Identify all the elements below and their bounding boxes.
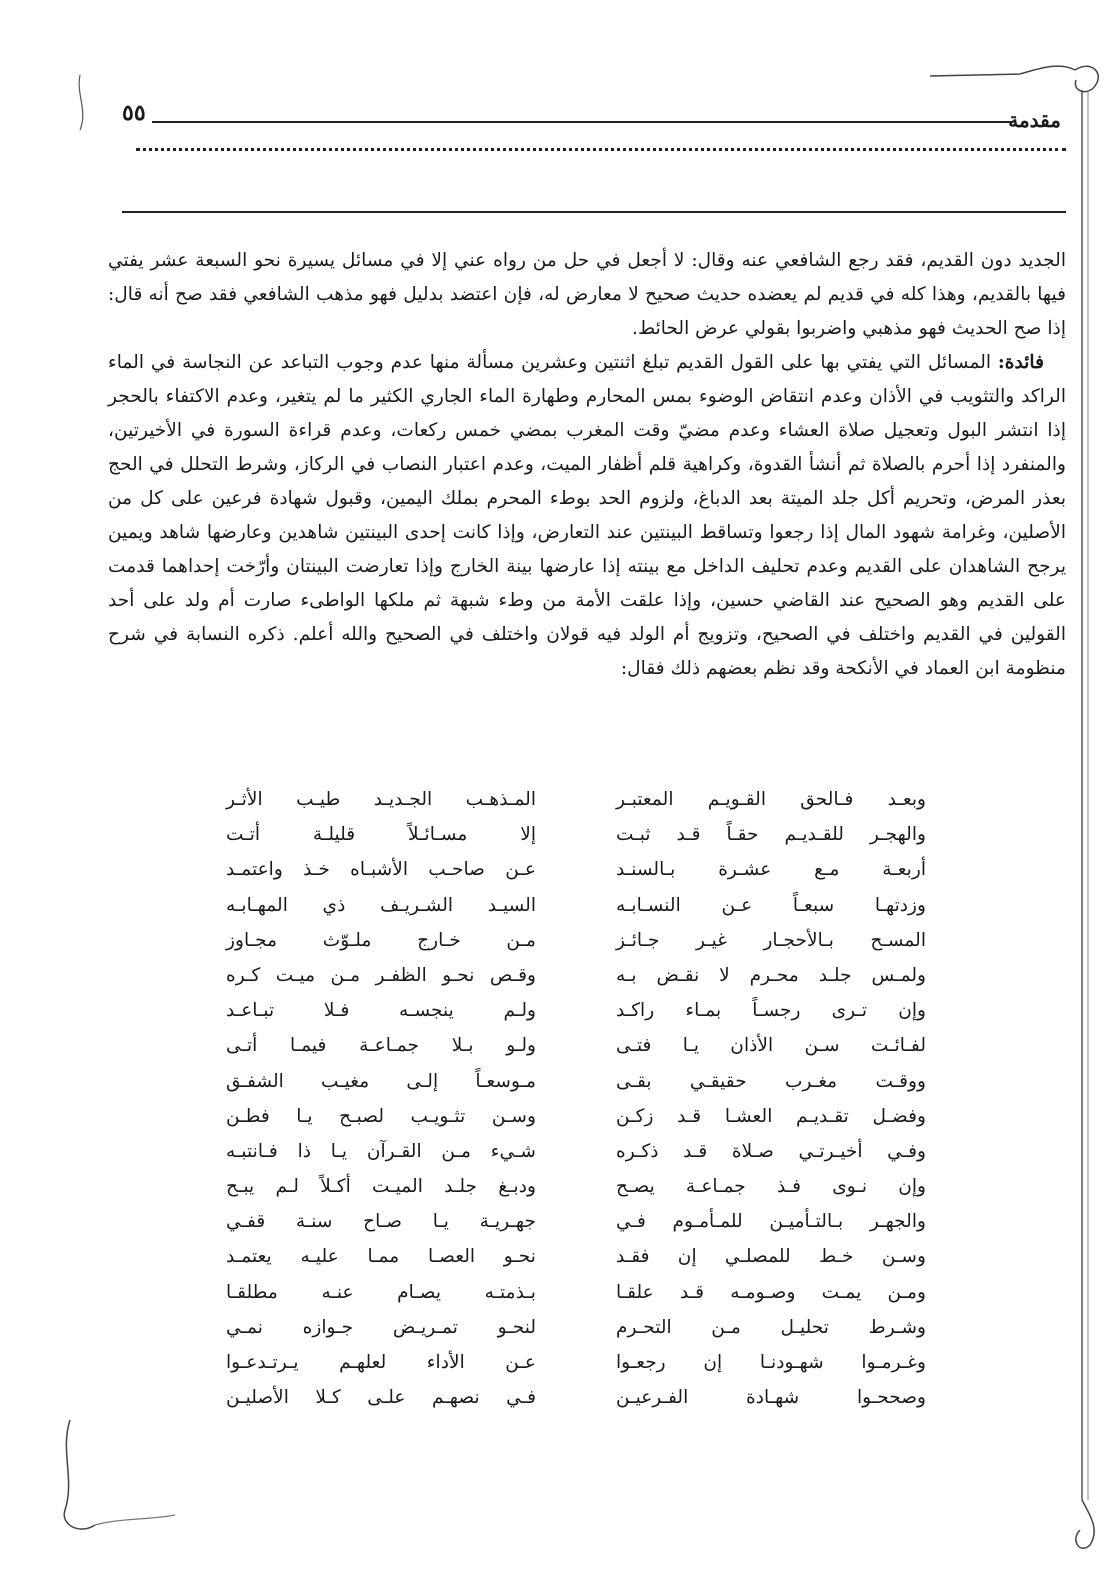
verse-second-hemistich: بـذمتـه يصـام عنـه مطلقـا [226, 1281, 536, 1303]
poem-verse [226, 852, 926, 887]
verse-first-hemistich: وفـي أخيـرتـي صـلاة قـد ذكـره [616, 1140, 926, 1162]
paragraph-2 [108, 346, 1066, 686]
verse-second-hemistich: نحـو العصـا ممـا عليـه يعتمـد [226, 1246, 536, 1268]
verse-first-hemistich: المسـح بـالأحجـار غيـر جـائـز [616, 929, 926, 951]
section-divider [122, 211, 1066, 213]
poem-verse [226, 1099, 926, 1134]
verse-second-hemistich: عـن صاحـب الأشبـاه خـذ واعتمـد [226, 859, 536, 881]
header-rule [152, 121, 1011, 123]
verse-first-hemistich: والجهـر بـالتـأميـن للمـأمـوم فـي [616, 1211, 926, 1233]
poem-verse [226, 1028, 926, 1063]
verse-first-hemistich: لفـائـت سـن الأذان يـا فتـى [616, 1035, 926, 1057]
body-text [108, 244, 1066, 686]
dotted-divider [136, 148, 1066, 151]
verse-second-hemistich: المـذهـب الجـديـد طيـب الأثـر [226, 789, 536, 810]
verse-second-hemistich: جهـريـة يـا صـاح سنـة قفـي [226, 1211, 536, 1233]
verse-second-hemistich: مـوسعـاً إلـى مغيـب الشفـق [226, 1070, 536, 1092]
verse-second-hemistich: ولـم ينجسـه فـلا تبـاعـد [226, 1000, 536, 1022]
poem-verse [226, 1275, 926, 1310]
verse-first-hemistich: وإن نـوى فـذ جمـاعـة يصـح [616, 1176, 926, 1198]
page-number: ٥٥ [122, 100, 146, 126]
paragraph-1: الجديد دون القديم، فقد رجع الشافعي عنه وقال: لا أجعل في حل من رواه عني إلا في مسائل يسيرة نحو السبعة عشر يفتي فيها بالقديم، وهذا كله في قديم لم يعضده حديث صحيح لا معارض له، فإن اعتضد بدليل فهو مذهب الشافعي فقد صح أنه قال: إذا صح الحديث فهو مذهبي واضربوا بقولي عرض الحائط. [108, 250, 1066, 339]
verse-first-hemistich: وسـن خـط للمصلـي إن فقـد [616, 1246, 926, 1268]
poem-verse [226, 1310, 926, 1345]
verse-second-hemistich: فـي نصهـم علـى كـلا الأصليـن [226, 1387, 536, 1409]
verse-second-hemistich: وقـص نحـو الظفـر مـن ميـت كـره [226, 964, 536, 986]
verse-second-hemistich: السيـد الشـريـف ذي المهـابـه [226, 894, 536, 916]
verse-second-hemistich: ولـو بـلا جمـاعـة فيمـا أتـى [226, 1035, 536, 1057]
verse-first-hemistich: وشـرط تحليـل مـن التحـرم [616, 1316, 926, 1338]
paragraph-2-text: المسائل التي يفتي بها على القول القديم تبلغ اثنتين وعشرين مسألة منها عدم وجوب التباعد عن النجاسة في الماء الراكد والتثويب في الأذان وعدم انتقاض الوضوء بمس المحارم وطهارة الماء الجاري الكثير ما لم يتغير، وعدم الاكتفاء بالحجر إذا انتشر البول وتعجيل صلاة العشاء وعدم مضيّ وقت المغرب بمضي خمس ركعات، وعدم قراءة السورة في الأخيرتين، والمنفرد إذا أحرم بالصلاة ثم أنشأ القدوة، وكراهية قلم أظفار الميت، وعدم اعتبار النصاب في الركاز، وشرط التحلل في الحج بعذر المرض، وتحريم أكل جلد الميتة بعد الدباغ، ولزوم الحد بوطء المحرم بملك اليمين، وقبول شهادة فرعين على كل من الأصلين، وغرامة شهود المال إذا رجعوا وتساقط البينتين عند التعارض، وإذا كانت إحدى البينتين شاهدين وعارضها شاهد ويمين يرجح الشاهدان على القديم وعدم تحليف الداخل مع بينته إذا عارضها بينة الخارج وإذا تعارضت البينتان وأرّخت إحداهما قدمت على القديم وهو الصحيح عند القاضي حسين، وإذا علقت الأمة من وطء شبهة ثم ملكها الواطىء صارت أم ولد على أحد القولين في القديم واختلف في الصحيح، وتزويج أم الولد فيه قولان واختلف في الصحيح والله أعلم. ذكره النسابة في شرح منظومة ابن العماد في الأنكحة وقد نظم بعضهم ذلك فقال: [108, 352, 1066, 679]
poem-verse [226, 1064, 926, 1099]
poem-verse [226, 888, 926, 923]
verse-first-hemistich: وفضـل تقـديـم العشـا قـد زكـن [616, 1105, 926, 1127]
verse-second-hemistich: إلا مسـائـلاً قليلـة أتـت [226, 824, 536, 846]
paragraph-2-lead: فائدة: [997, 352, 1044, 373]
verse-first-hemistich: ولمـس جلـد محـرم لا نقـض بـه [616, 964, 926, 986]
verse-second-hemistich: شـيء مـن القـرآن يـا ذا فـانتبـه [226, 1140, 536, 1162]
verse-first-hemistich: وبعـد فـالحق القـويـم المعتبـر [616, 789, 926, 810]
verse-second-hemistich: ودبـغ جلـد الميـت أكـلاً لـم يبـح [226, 1176, 536, 1198]
verse-first-hemistich: وزدتهـا سبعـاً عـن النسـابـه [616, 894, 926, 916]
poem-verse [226, 923, 926, 958]
verse-first-hemistich: أربعـة مـع عشـرة بـالسنـد [616, 859, 926, 881]
verse-first-hemistich: والهجـر للقـديـم حقـاً قـد ثبـت [616, 824, 926, 846]
poem-verse [226, 1345, 926, 1380]
poem-verse [226, 1134, 926, 1169]
poem-verse [226, 958, 926, 993]
poem-verse [226, 1239, 926, 1274]
running-header-title: مقدمة [1008, 108, 1061, 132]
verse-second-hemistich: عـن الأداء لعلهـم يـرتـدعـوا [226, 1352, 536, 1373]
poem-verse [226, 782, 926, 817]
verse-second-hemistich: لنحـو تمـريـض جـوازه نمـي [226, 1316, 536, 1338]
verse-first-hemistich: ومـن يمـت وصـومـه قـد علقـا [616, 1281, 926, 1303]
verse-first-hemistich: وصححـوا شهـادة الفـرعيـن [616, 1387, 926, 1409]
verse-first-hemistich: وغـرمـوا شهـودنـا إن رجعـوا [616, 1352, 926, 1373]
verse-second-hemistich: وسـن تثـويـب لصبـح يـا فطـن [226, 1105, 536, 1127]
poem-verse [226, 1169, 926, 1204]
poem-verse [226, 993, 926, 1028]
poem-verse [226, 817, 926, 852]
poem [226, 782, 926, 1415]
verse-first-hemistich: وإن تـرى رجسـاً بمـاء راكـد [616, 1000, 926, 1022]
poem-verse [226, 1204, 926, 1239]
verse-second-hemistich: مـن خـارج ملـوّث مجـاوز [226, 929, 536, 951]
verse-first-hemistich: ووقـت مغـرب حقيقـي بقـى [616, 1070, 926, 1092]
poem-verse [226, 1380, 926, 1415]
